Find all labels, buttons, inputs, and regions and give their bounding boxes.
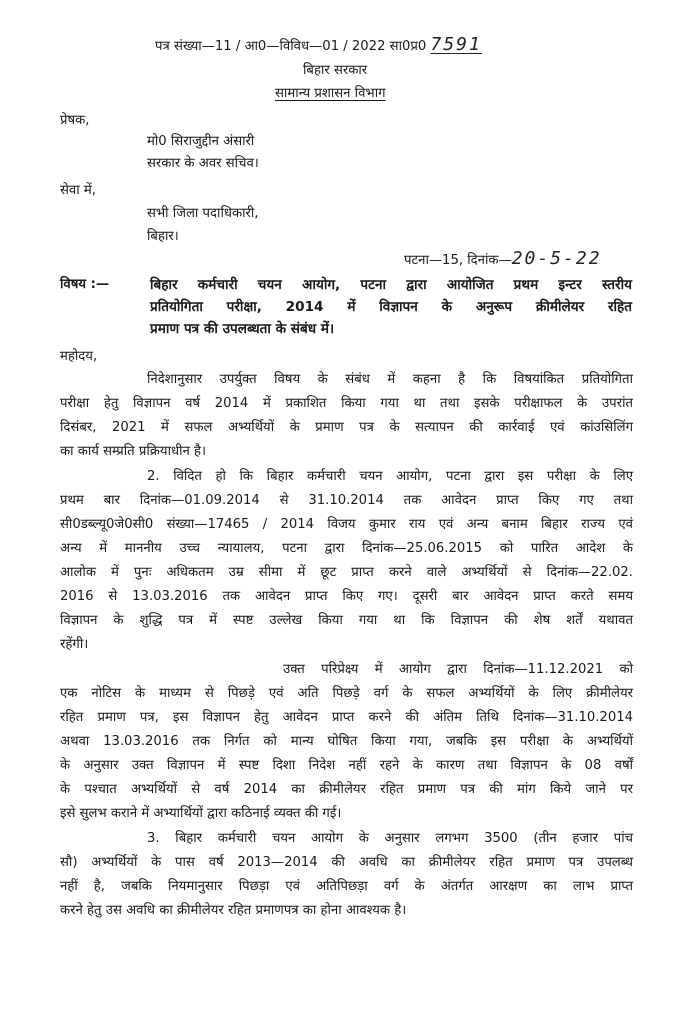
salutation: महोदय, <box>60 349 98 364</box>
paragraph-line: 2016 से 13.03.2016 तक आवेदन प्राप्त किए गए। दूसरी बार आवेदन प्राप्त करते समय <box>60 589 633 604</box>
paragraph-line: प्रथम बार दिनांक—01.09.2014 से 31.10.2014 तक आवेदन प्राप्त किए गए तथा <box>60 493 633 508</box>
paragraph-line: परीक्षा हेतु विज्ञापन वर्ष 2014 में प्रकाशित किया गया था तथा इसके परीक्षाफल के उपरांत <box>60 396 633 411</box>
date-handwritten: 20-5-22 <box>511 248 602 269</box>
recipient-label: सेवा में, <box>60 183 96 198</box>
paragraph-line: करने हेतु उस अवधि का क्रीमीलेयर रहित प्रमाणपत्र का होना आवश्यक है। <box>60 903 407 918</box>
paragraph-line: निदेशानुसार उपर्युक्त विषय के संबंध में कहना है कि विषयांकित प्रतियोगिता <box>147 372 633 387</box>
sender-name: मो0 सिराजुद्दीन अंसारी <box>147 134 255 149</box>
recipient-place: बिहार। <box>147 229 179 244</box>
subject-line: प्रतियोगिता परीक्षा, 2014 में विज्ञापन के अनुरूप क्रीमीलेयर रहित <box>150 299 632 315</box>
paragraph-line: 2. विदित हो कि बिहार कर्मचारी चयन आयोग, पटना द्वारा इस परीक्षा के लिए <box>147 469 633 484</box>
paragraph-line: सौ) अभ्यर्थियों के पास वर्ष 2013—2014 की अवधि का क्रीमीलेयर रहित प्रमाण पत्र उपलब्ध <box>60 855 633 870</box>
date-line <box>404 250 602 270</box>
govt-name: बिहार सरकार <box>303 63 368 78</box>
paragraph-line: के पश्चात अभ्यर्थियों से वर्ष 2014 का क्रीमीलेयर रहित प्रमाण पत्र की मांग किये जाने पर <box>60 782 633 797</box>
paragraph-line: नहीं है, जबकि नियमानुसार पिछड़ा एवं अतिपिछड़ा वर्ग के अंतर्गत आरक्षण का लाभ प्राप्त <box>60 879 633 894</box>
letter-number <box>155 36 482 56</box>
sender-designation: सरकार के अवर सचिव। <box>147 156 259 171</box>
letter-number-handwritten: 7591 <box>430 34 482 55</box>
paragraph-line: रहित प्रमाण पत्र, इस विज्ञापन हेतु आवेदन प्राप्त करने की अंतिम तिथि दिनांक—31.10.2014 <box>60 710 633 725</box>
subject-label: विषय :— <box>60 277 110 292</box>
paragraph-line: के अनुसार उक्त विज्ञापन में स्पष्ट दिशा निदेश नहीं रहने के कारण तथा विज्ञापन के 08 वर्षों <box>60 758 633 773</box>
sender-label: प्रेषक, <box>60 113 90 128</box>
paragraph-line: 3. बिहार कर्मचारी चयन आयोग के अनुसार लगभग 3500 (तीन हजार पांच <box>147 831 633 846</box>
department-name: सामान्य प्रशासन विभाग <box>275 86 386 101</box>
paragraph-line: दिसंबर, 2021 में सफल अभ्यर्थियों के प्रमाण पत्र के सत्यापन की कार्रवाई एवं कांउसिलिंग <box>60 420 633 435</box>
paragraph-line: अन्य में माननीय उच्च न्यायालय, पटना द्वारा दिनांक—25.06.2015 को पारित आदेश के <box>60 541 633 556</box>
paragraph-line: का कार्य सम्प्रति प्रक्रियाधीन है। <box>60 444 207 459</box>
date-label: पटना—15, दिनांक— <box>404 253 512 268</box>
recipient-name: सभी जिला पदाधिकारी, <box>147 206 259 221</box>
paragraph-line: आलोक में पुनः अधिकतम उम्र सीमा में छूट प्राप्त करने वाले अभ्यर्थियों से दिनांक—22.02. <box>60 565 633 580</box>
subject-text <box>150 274 632 340</box>
letter-number-text: पत्र संख्या—11 / आ0—विविध—01 / 2022 सा0प्र0 <box>155 39 427 54</box>
paragraph-line: विज्ञापन के शुद्धि पत्र में स्पष्ट उल्लेख किया गया था कि विज्ञापन की शेष शर्तें यथावत <box>60 613 633 628</box>
paragraph-line: रहेंगी। <box>60 637 89 652</box>
paragraph-line: सी0डब्ल्यू0जे0सी0 संख्या—17465 / 2014 विजय कुमार राय एवं अन्य बनाम बिहार राज्य एवं <box>60 517 633 532</box>
subject-line: बिहार कर्मचारी चयन आयोग, पटना द्वारा आयोजित प्रथम इन्टर स्तरीय <box>150 277 632 293</box>
paragraph-line: एक नोटिस के माध्यम से पिछड़े एवं अति पिछड़े वर्ग के सफल अभ्यर्थियों के लिए क्रीमीलेयर <box>60 686 633 701</box>
paragraph-line: उक्त परिप्रेक्ष्य में आयोग द्वारा दिनांक—11.12.2021 को <box>283 662 633 677</box>
subject-line: प्रमाण पत्र की उपलब्धता के संबंध में। <box>150 321 335 337</box>
paragraph-line: इसे सुलभ कराने में अभ्यार्थियों द्वारा कठिनाई व्यक्त की गई। <box>60 806 342 821</box>
paragraph-line: अथवा 13.03.2016 तक निर्गत को मान्य घोषित किया गया, जबकि इस परीक्षा के अभ्यर्थियों <box>60 734 633 749</box>
